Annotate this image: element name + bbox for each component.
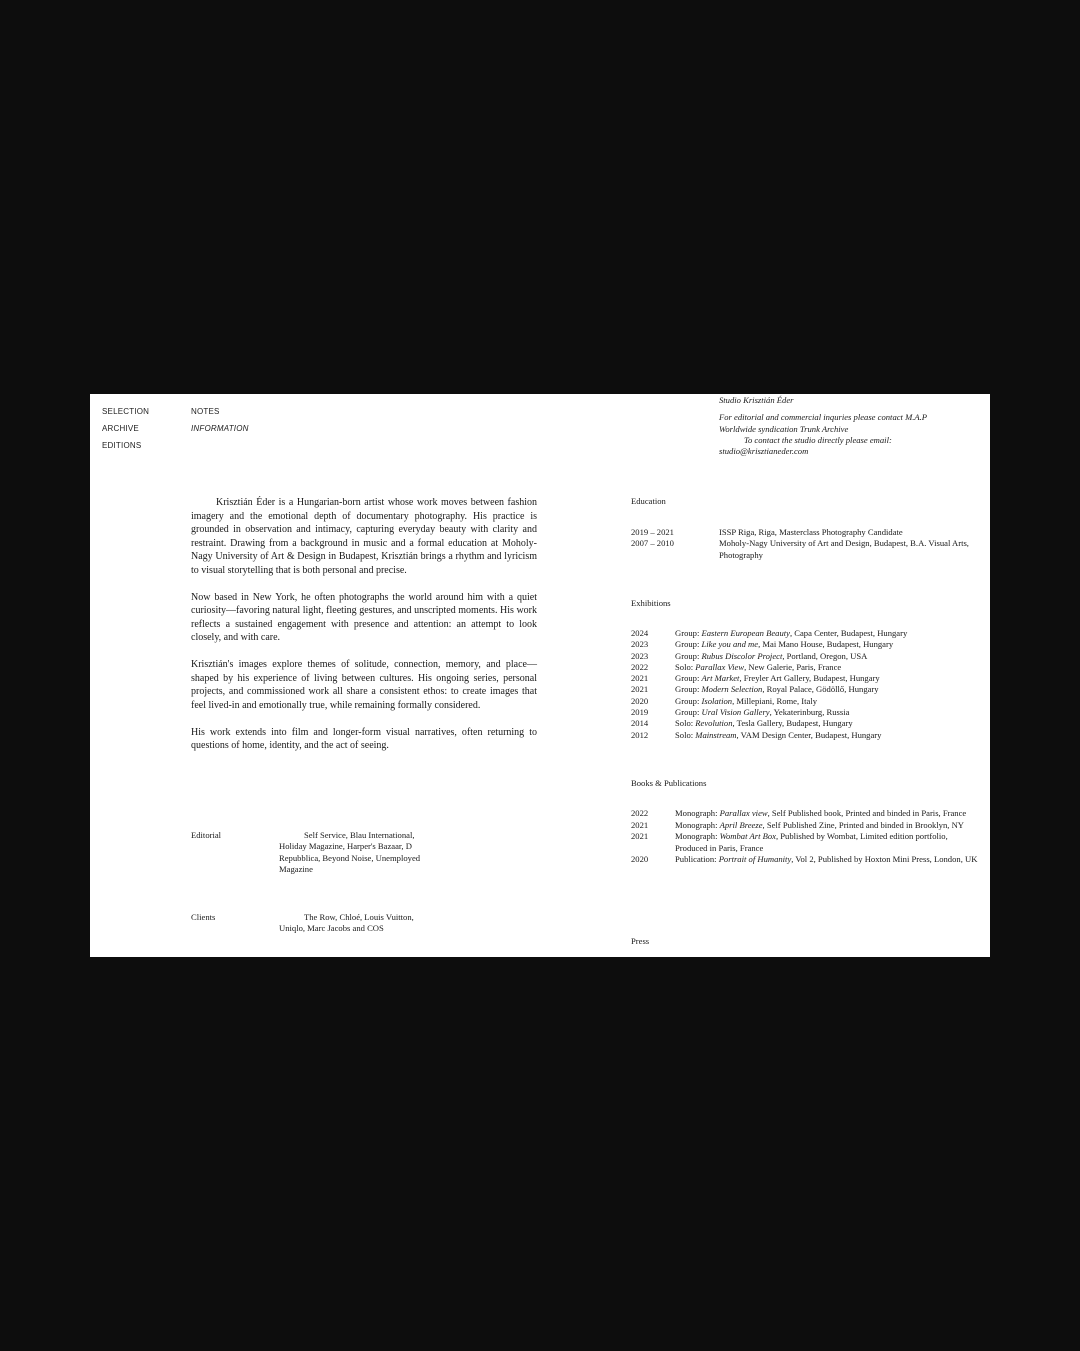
item-year: 2012 xyxy=(631,729,649,740)
item-description xyxy=(675,639,975,650)
item-details: , Vol 2, Published by Hoxton Mini Press, London, UK xyxy=(791,854,978,865)
item-kind: Group: xyxy=(675,650,702,661)
nav-item-editions[interactable]: EDITIONS xyxy=(102,441,142,450)
item-kind: Group: xyxy=(675,707,702,718)
studio-email-link[interactable]: studio@krisztianeder.com xyxy=(719,446,809,457)
item-details: , Capa Center, Budapest, Hungary xyxy=(789,628,908,638)
item-details: , Portland, Oregon, USA xyxy=(782,650,868,661)
item-title: Revolution xyxy=(695,718,733,729)
press-heading: Press xyxy=(631,936,650,946)
item-title: Like you and me xyxy=(701,639,759,650)
information-page xyxy=(90,394,990,957)
item-description xyxy=(675,718,975,729)
item-year: 2024 xyxy=(631,628,649,638)
studio-name: Studio Krisztián Éder xyxy=(719,395,794,405)
item-title: Wombat Art Box xyxy=(719,831,776,842)
list-item xyxy=(631,527,974,538)
item-year: 2021 xyxy=(631,819,649,830)
item-title: Rubus Discolor Project xyxy=(701,650,783,661)
primary-nav xyxy=(102,403,149,454)
list-item xyxy=(631,820,978,831)
item-title: Modern Selection xyxy=(701,684,763,695)
exhibitions-list xyxy=(631,628,975,741)
item-details: , Royal Palace, Gödöllő, Hungary xyxy=(762,684,879,695)
item-year: 2021 xyxy=(631,684,649,695)
item-details: , VAM Design Center, Budapest, Hungary xyxy=(736,729,882,740)
list-item xyxy=(631,707,975,718)
list-item xyxy=(631,696,975,707)
clients-row xyxy=(191,912,439,935)
education-years: 2007 – 2010 xyxy=(631,538,674,549)
education-heading: Education xyxy=(631,496,666,506)
item-description xyxy=(675,628,975,639)
item-year: 2020 xyxy=(631,854,649,865)
secondary-nav xyxy=(191,403,249,437)
education-text: Moholy-Nagy University of Art and Design, Budapest, B.A. Visual Arts, Photography xyxy=(719,538,969,560)
item-year: 2023 xyxy=(631,650,649,661)
education-text: ISSP Riga, Riga, Masterclass Photography Candidate xyxy=(719,527,903,537)
list-item xyxy=(631,662,975,673)
bio-paragraph: Krisztián's images explore themes of solitude, connection, memory, and place—shaped by his experience of living between cultures. His ongoing series, personal projects, and commissioned work all share a consistent ethos: to create images that feel lived-in and emotionally true, while remaining formally considered. xyxy=(191,659,537,711)
item-kind: Publication: xyxy=(675,854,719,865)
item-kind: Solo: xyxy=(675,661,696,672)
item-year: 2020 xyxy=(631,695,649,706)
item-description xyxy=(675,662,975,673)
contact-line-agency: For editorial and commercial inquries please contact M.A.P xyxy=(719,412,928,423)
nav-item-notes[interactable]: NOTES xyxy=(191,407,220,416)
nav-item-archive[interactable]: ARCHIVE xyxy=(102,424,139,433)
clients-value: The Row, Chloé, Louis Vuitton, Uniqlo, Marc Jacobs and COS xyxy=(279,912,414,934)
item-kind: Group: xyxy=(675,628,702,638)
list-item xyxy=(631,639,975,650)
item-details: , Self Published book, Printed and binded in Paris, France xyxy=(767,808,967,818)
books-heading: Books & Publications xyxy=(631,778,707,788)
editorial-value: Self Service, Blau International, Holiday Magazine, Harper's Bazaar, D Repubblica, Beyond Noise, Unemployed Magazine xyxy=(279,830,421,874)
item-description xyxy=(675,673,975,684)
contact-line-syndication: Worldwide syndication Trunk Archive xyxy=(719,423,849,434)
item-description xyxy=(675,696,975,707)
item-description xyxy=(675,808,978,819)
item-title: Eastern European Beauty xyxy=(701,628,790,638)
item-description xyxy=(675,684,975,695)
item-year: 2023 xyxy=(631,639,649,650)
item-kind: Monograph: xyxy=(675,819,720,830)
books-list xyxy=(631,808,978,866)
item-title: Parallax View xyxy=(695,661,745,672)
list-item xyxy=(631,854,978,865)
item-year: 2019 xyxy=(631,707,649,718)
item-kind: Solo: xyxy=(675,729,696,740)
contact-line-direct: To contact the studio directly please email: xyxy=(744,434,892,445)
item-description xyxy=(675,730,975,741)
item-kind: Monograph: xyxy=(675,808,720,818)
item-year: 2014 xyxy=(631,718,649,729)
item-title: Art Market xyxy=(701,673,740,684)
bio-paragraph: Now based in New York, he often photographs the world around him with a quiet curiosity—favoring natural light, fleeting gestures, and unscripted moments. His work reflects a sustained engagement with presence and attention: an attempt to look closely, and with care. xyxy=(191,591,537,644)
item-description xyxy=(675,854,978,865)
item-title: Mainstream xyxy=(695,729,737,740)
item-details: , Freyler Art Gallery, Budapest, Hungary xyxy=(739,673,880,684)
studio-contact xyxy=(719,395,927,457)
bio-paragraph: His work extends into film and longer-form visual narratives, often returning to questions of home, identity, and the act of seeing. xyxy=(191,726,537,752)
item-title: April Breeze xyxy=(719,819,763,830)
list-item xyxy=(631,684,975,695)
nav-item-information[interactable]: INFORMATION xyxy=(191,424,249,433)
list-item xyxy=(631,673,975,684)
item-description xyxy=(675,651,975,662)
item-title: Ural Vision Gallery xyxy=(701,707,770,718)
item-kind: Group: xyxy=(675,673,702,684)
item-year: 2022 xyxy=(631,808,649,818)
item-details: , Tesla Gallery, Budapest, Hungary xyxy=(732,718,853,729)
list-item xyxy=(631,538,974,561)
item-description xyxy=(675,707,975,718)
item-description xyxy=(675,820,978,831)
item-title: Parallax view xyxy=(719,808,768,818)
list-item xyxy=(631,730,975,741)
item-kind: Group: xyxy=(675,639,702,650)
item-year: 2022 xyxy=(631,661,649,672)
list-item xyxy=(631,831,978,854)
education-years: 2019 – 2021 xyxy=(631,527,674,537)
list-item xyxy=(631,651,975,662)
education-list xyxy=(631,527,974,561)
item-details: , New Galerie, Paris, France xyxy=(744,661,842,672)
editorial-row xyxy=(191,830,439,875)
list-item xyxy=(631,628,975,639)
editorial-label: Editorial xyxy=(191,830,222,840)
clients-label: Clients xyxy=(191,912,216,922)
item-details: , Self Published Zine, Printed and binded in Brooklyn, NY xyxy=(762,819,964,830)
exhibitions-heading: Exhibitions xyxy=(631,598,671,608)
biography xyxy=(191,496,537,766)
bio-paragraph: Krisztián Éder is a Hungarian-born artist whose work moves between fashion imagery and the emotional depth of documentary photography. His practice is grounded in observation and intimacy, capturing everyday beauty with clarity and restraint. Drawing from a background in music and a formal education at Moholy-Nagy University of Art & Design in Budapest, Krisztián brings a rhythm and lyricism to visual storytelling that is both personal and precise. xyxy=(191,497,537,576)
nav-item-selection[interactable]: SELECTION xyxy=(102,407,150,416)
item-description xyxy=(675,831,978,854)
item-title: Isolation xyxy=(701,695,733,706)
item-kind: Group: xyxy=(675,684,702,695)
list-item xyxy=(631,808,978,819)
item-details: , Mai Mano House, Budapest, Hungary xyxy=(758,639,894,650)
item-kind: Group: xyxy=(675,695,702,706)
item-title: Portrait of Humanity xyxy=(718,854,792,865)
item-kind: Monograph: xyxy=(675,831,720,842)
item-year: 2021 xyxy=(631,831,649,842)
item-details: , Millepiani, Rome, Italy xyxy=(732,695,818,706)
item-details: , Published by Wombat, Limited edition portfolio, Produced in Paris, France xyxy=(675,831,948,853)
list-item xyxy=(631,718,975,729)
item-kind: Solo: xyxy=(675,718,696,729)
item-details: , Yekaterinburg, Russia xyxy=(769,707,850,718)
item-year: 2021 xyxy=(631,673,649,684)
